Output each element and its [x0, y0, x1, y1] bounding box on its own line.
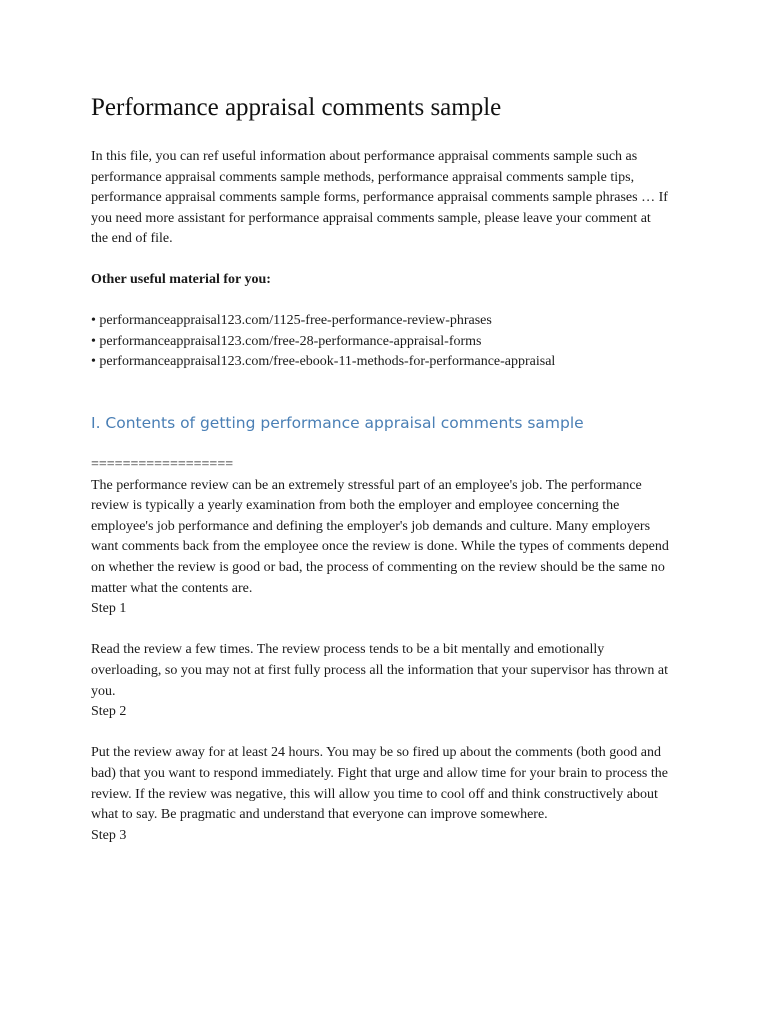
paragraph-spacer: [91, 620, 671, 641]
section-heading: I. Contents of getting performance appraisal comments sample: [91, 414, 584, 432]
step-text: Read the review a few times. The review process tends to be a bit mentally and emotionally overloading, so you may not at first fully process all the information that your supervisor has thrown at you.: [91, 642, 668, 699]
separator-line: ==================: [91, 457, 234, 472]
step-label: Step 2: [91, 704, 127, 720]
useful-link-item[interactable]: • performanceappraisal123.com/free-28-performance-appraisal-forms: [91, 333, 482, 349]
page-title: Performance appraisal comments sample: [91, 94, 502, 121]
useful-links-list: [91, 311, 555, 373]
paragraph-spacer: [91, 723, 671, 744]
useful-link-item[interactable]: • performanceappraisal123.com/1125-free-performance-review-phrases: [91, 313, 492, 328]
intro-paragraph: In this file, you can ref useful information about performance appraisal comments sample such as performance appraisal comments sample methods, performance appraisal comments sample tips, performance appraisal comments sample forms, performance appraisal comments sample phrases … If you need more assistant for performance appraisal comments sample, please leave your comment at the end of file.: [91, 149, 668, 247]
body-paragraph: The performance review can be an extremely stressful part of an employee's job. The performance review is typically a yearly examination from both the employer and employee concerning the employee's job performance and defining the employer's job demands and culture. Many employers want comments back from the employee once the review is done. While the types of comments depend on whether the review is good or bad, the process of commenting on the review should be the same no matter what the contents are.: [91, 477, 669, 596]
step-text: Put the review away for at least 24 hours. You may be so fired up about the comments (both good and bad) that you want to respond immediately. Fight that urge and allow time for your brain to process the review. If the review was negative, this will allow you time to cool off and think constructively about what to say. Be pragmatic and understand that everyone can improve somewhere.: [91, 745, 668, 823]
section-body: [91, 455, 671, 846]
step-label: Step 1: [91, 601, 127, 617]
step-label: Step 3: [91, 827, 127, 843]
useful-material-heading: Other useful material for you:: [91, 272, 271, 287]
useful-link-item[interactable]: • performanceappraisal123.com/free-ebook-11-methods-for-performance-appraisal: [91, 354, 556, 369]
